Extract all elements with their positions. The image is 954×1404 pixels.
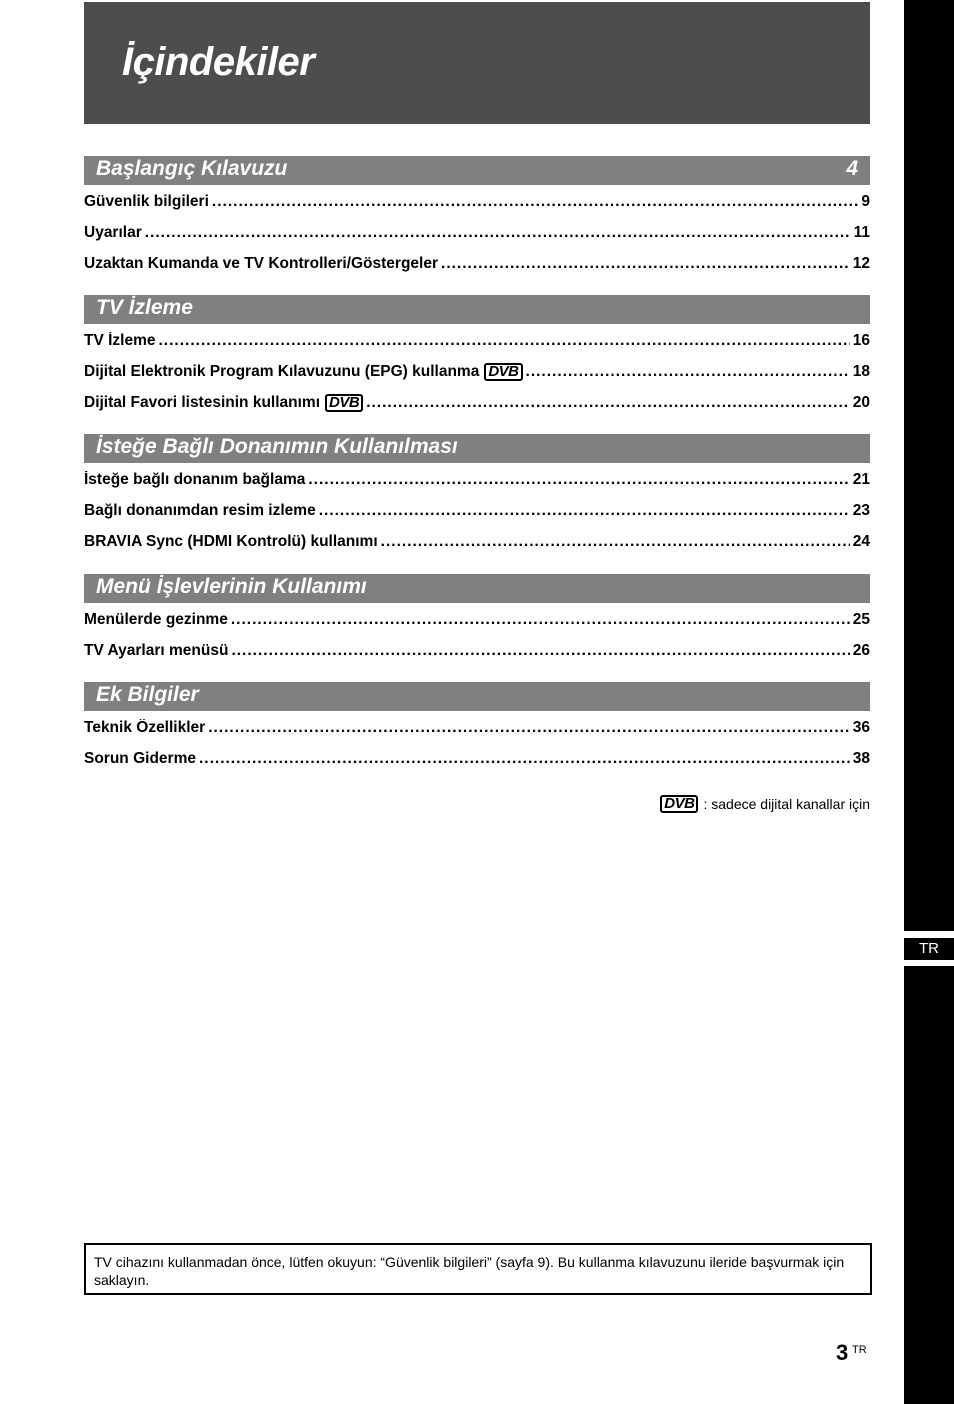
dvb-legend	[660, 795, 870, 813]
page-number-suffix: TR	[852, 1344, 867, 1356]
page-number: 3	[836, 1340, 849, 1365]
toc-entry-page: 21	[852, 471, 870, 488]
dot-leader	[441, 255, 850, 273]
dot-leader	[159, 332, 850, 350]
toc-entry-page: 9	[861, 193, 870, 210]
title-band	[84, 2, 870, 124]
notice-box: TV cihazını kullanmadan önce, lütfen okuyun: “Güvenlik bilgileri” (sayfa 9). Bu kullanma kılavuzunu ileride başvurmak için saklayın.	[84, 1243, 872, 1295]
toc-entry-label: Dijital Favori listesinin kullanımı	[84, 394, 321, 411]
toc-entry-page: 36	[852, 719, 870, 736]
section-header	[84, 295, 870, 324]
toc-entry-label: Bağlı donanımdan resim izleme	[84, 502, 316, 519]
toc-entry-page: 25	[852, 611, 870, 628]
toc-entry-label: Uyarılar	[84, 224, 142, 241]
section-header	[84, 434, 870, 463]
toc-entry[interactable]	[84, 332, 870, 363]
section-title: Başlangıç Kılavuzu	[96, 157, 288, 180]
side-bar-bottom	[904, 966, 954, 1404]
dot-leader	[199, 750, 850, 768]
toc-entry-label: Uzaktan Kumanda ve TV Kontrolleri/Göstergeler	[84, 255, 439, 272]
toc-entry-label: İsteğe bağlı donanım bağlama	[84, 471, 306, 488]
side-bar-top	[904, 0, 954, 931]
toc-entry[interactable]	[84, 611, 870, 642]
dot-leader	[319, 502, 850, 520]
page-title: İçindekiler	[122, 40, 315, 84]
toc-entry-page: 18	[852, 363, 870, 380]
dot-leader	[212, 193, 858, 211]
dot-leader	[308, 471, 849, 489]
toc-entry[interactable]	[84, 363, 870, 394]
toc-entry-label: Sorun Giderme	[84, 750, 196, 767]
toc-entry-page: 23	[852, 502, 870, 519]
section-header	[84, 156, 870, 185]
section-header	[84, 574, 870, 603]
toc-entry-label: Teknik Özellikler	[84, 719, 206, 736]
dot-leader	[208, 719, 850, 737]
language-tab: TR	[904, 938, 954, 960]
section-title: Menü İşlevlerinin Kullanımı	[96, 575, 367, 598]
section-title: İsteğe Bağlı Donanımın Kullanılması	[96, 435, 458, 458]
toc-entry[interactable]	[84, 719, 870, 750]
toc-entry[interactable]	[84, 502, 870, 533]
dot-leader	[526, 363, 850, 381]
toc-entry[interactable]	[84, 642, 870, 673]
legend-text: : sadece dijital kanallar için	[703, 796, 870, 812]
toc-entry-label: TV İzleme	[84, 332, 156, 349]
toc-entry-page: 26	[852, 642, 870, 659]
toc-entry-label: BRAVIA Sync (HDMI Kontrolü) kullanımı	[84, 533, 378, 550]
toc-entry-page: 38	[852, 750, 870, 767]
toc-entry-label: Güvenlik bilgileri	[84, 193, 209, 210]
toc-section-ek-bilgiler	[84, 682, 870, 781]
dvb-icon: DVB	[660, 795, 698, 813]
dvb-icon: DVB	[325, 394, 363, 412]
toc-section-tv-izleme	[84, 295, 870, 425]
toc-entry-page: 11	[853, 224, 870, 241]
toc-section-menu-islevleri	[84, 574, 870, 673]
toc-entry-page: 12	[852, 255, 870, 272]
toc-entry[interactable]	[84, 750, 870, 781]
dot-leader	[145, 224, 851, 242]
toc-section-istege-bagli	[84, 434, 870, 564]
toc-entry-page: 16	[852, 332, 870, 349]
toc-entry-page: 24	[852, 533, 870, 550]
toc-entry[interactable]	[84, 224, 870, 255]
toc-entry[interactable]	[84, 533, 870, 564]
section-page: 4	[846, 157, 858, 180]
dot-leader	[231, 642, 849, 660]
dot-leader	[381, 533, 850, 551]
section-header	[84, 682, 870, 711]
toc-entry[interactable]	[84, 255, 870, 286]
toc-entry-label: TV Ayarları menüsü	[84, 642, 229, 659]
toc-entry-page: 20	[852, 394, 870, 411]
dot-leader	[231, 611, 850, 629]
dvb-icon: DVB	[484, 363, 522, 381]
section-title: Ek Bilgiler	[96, 683, 199, 706]
toc-entry-label: Menülerde gezinme	[84, 611, 228, 628]
section-title: TV İzleme	[96, 296, 193, 319]
toc-entry[interactable]	[84, 471, 870, 502]
toc-entry[interactable]	[84, 193, 870, 224]
dot-leader	[366, 394, 850, 412]
toc-section-baslangic	[84, 156, 870, 286]
toc-entry[interactable]	[84, 394, 870, 425]
toc-entry-label: Dijital Elektronik Program Kılavuzunu (EPG) kullanma	[84, 363, 480, 380]
